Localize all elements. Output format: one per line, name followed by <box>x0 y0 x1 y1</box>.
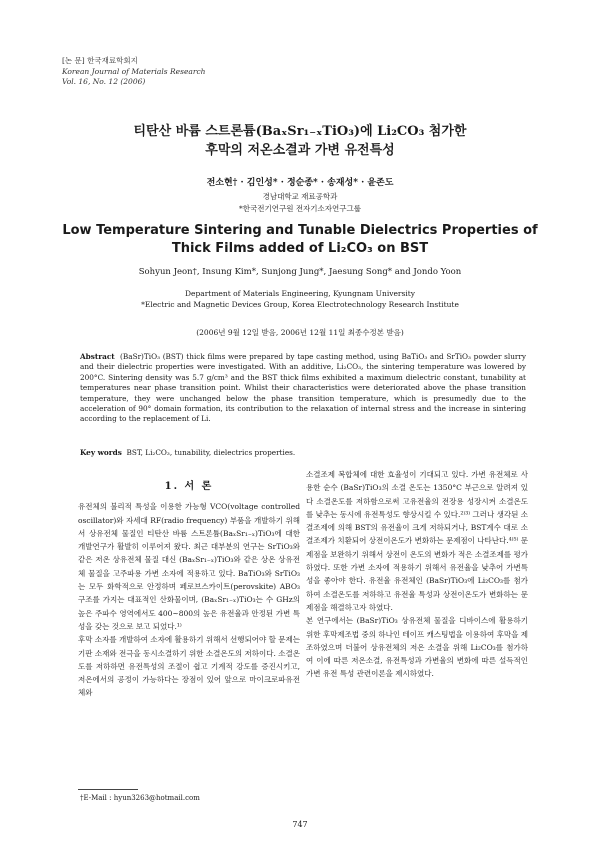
keywords-text: BST, Li₂CO₃, tunability, dielectrics properties. <box>126 448 296 457</box>
abstract-label: Abstract <box>80 352 115 361</box>
title-korean-line-2: 후막의 저온소결과 가변 유전특성 <box>205 143 395 158</box>
footnote-email: †E-Mail : hyun3263@hotmail.com <box>80 794 200 802</box>
affiliation-english-line-2: *Electric and Magnetic Devices Group, Korea Electrotechnology Research Institute <box>141 300 459 309</box>
affiliation-korean-line-1: 경남대학교 재료공학과 <box>262 192 338 201</box>
paragraph: 본 연구에서는 (BaSr)TiO₃ 상유전체 물질을 디바이스에 활용하기 위한 후막제조법 중의 하나인 테이프 캐스팅법을 이용하여 후막을 제조하였으며 더불어 상유전체의 저온 소결을 위해 Li₂CO₃를 첨가하여 이에 따른 저온소결, 유전특성과 가변율의 변화에 따른 설득적인 가변 유전 특성 관련이론을 제시하였다. <box>306 616 528 679</box>
title-korean-line-1: 티탄산 바륨 스트론튬(BaₓSr₁₋ₓTiO₃)에 Li₂CO₃ 첨가한 <box>133 124 467 139</box>
left-column <box>78 480 300 700</box>
paragraph: 유전체의 불리적 특성을 이용한 가능형 VCO(voltage controlled oscillator)와 자세대 RF(radio frequency) 부품을 개발하기 위해서 상유전체 물질인 티탄산 바륨 스트론튬(BaₓSr₁₋ₓ)TiO₃에 대한 개발연구가 활발히 이루어져 왔다. 최근 대부분의 연구는 SrTiO₃와 같은 저온 상유전체 물질 대신 (BaₓSr₁₋ₓ)TiO₃와 같은 상온 상유전체 물질을 고주파용 가변 소자에 적용하고 있다. BaTiO₃와 SrTiO₃는 모두 화학적으로 안정하며 페로브스카이트(perovskite) ABO₃ 구조를 가지는 대표적인 산화물이며, (BaₓSr₁₋ₓ)TiO₃는 수 GHz의 높은 주파수 영역에서도 400~800의 높은 유전율과 안정된 가변 특성을 갖는 것으로 보고 되었다.¹⁾ <box>78 502 300 631</box>
section-heading: 1. 서 론 <box>164 481 214 492</box>
title-english <box>0 222 600 258</box>
footnote-divider <box>78 789 138 790</box>
journal-line-2: Korean Journal of Materials Research <box>62 66 206 76</box>
abstract <box>80 352 526 425</box>
authors-korean: 전소현† · 김인성* · 정순종* · 송재성* · 윤존도 <box>206 178 394 188</box>
affiliation-english-line-1: Department of Materials Engineering, Kyungnam University <box>185 289 415 298</box>
affiliation-english <box>0 288 600 310</box>
right-column <box>306 468 528 681</box>
title-english-line-1: Low Temperature Sintering and Tunable Dielectrics Properties of <box>62 223 538 238</box>
keywords <box>80 448 526 457</box>
journal-header <box>62 56 205 88</box>
affiliation-korean-line-2: *한국전기연구원 전자기소자연구그룹 <box>238 204 362 213</box>
journal-line-1: [논 문] 한국재료학회지 <box>62 56 138 65</box>
title-korean <box>0 122 600 160</box>
abstract-text: (BaSr)TiO₃ (BST) thick films were prepared by tape casting method, using BaTiO₃ and SrTiO₃ powder slurry and their dielectric properties were investigated. With an additive, Li₂CO₃, the sintering temperature was lowered by 200°C. Sintering density was 5.7 g/cm³ and the BST thick films exhibited a maximum dielectric constant, tunability at temperatures near phase transition point. Whilst their characteristics were deteriorated above the phase transition temperature, they were unchanged below the phase transition temperature, which is presumedly due to the acceleration of 90° domain formation, its contribution to the relaxation of internal stress and the increase in sintering according to the replacement of Li. <box>80 352 527 424</box>
page-number: 747 <box>292 820 308 829</box>
keywords-label: Key words <box>80 448 122 457</box>
paragraph: 후막 소자를 개발하여 소자에 활용하기 위해서 선행되어야 할 문제는 기판 소재와 전극을 동시소결하기 위한 소결온도의 저하이다. 소결온도를 저하하면 유전특성의 조절이 쉽고 기계적 강도를 증진시키고, 저온에서의 공정이 가능하다는 장점이 있어 앞으로 마이크로파유전체와 <box>78 635 300 698</box>
paragraph: 소결조제 복합체에 대한 효율성이 기대되고 있다. 가변 유전체로 사용한 순수 (BaSr)TiO₃의 소결 온도는 1350°C 부근으로 알려져 있다 소결온도를 저하함으로써 고유전율의 전장용 성장시켜 소결온도를 낮추는 동시에 유전특성도 향상시킬 수 있다.²⁾³⁾ 그러나 생각된 소결조제에 의해 BST의 유전율이 크게 저하되거나, BST계수 대로 소결조제가 치환되어 상전이온도가 변화하는 문제점이 나타난다.⁴⁾⁵⁾ 문제점을 보완하기 위해서 상전이 온도의 변화가 적은 소결조제를 평가하였다. 또한 가변 소자에 적용하기 위해서 유전율을 낮추어 가변특성을 좋아야 한다. 유전율 유전체인 (BaSr)TiO₃에 Li₂CO₃를 첨가하여 소결온도를 저하하고 유전율 특성과 상전이온도가 변화하는 문제점을 해결하고자 하였다. <box>306 470 528 612</box>
title-english-line-2: Thick Films added of Li₂CO₃ on BST <box>171 241 429 256</box>
received-date: (2006년 9월 12일 받음, 2006년 12월 11일 최종수정본 받음) <box>196 328 404 337</box>
authors-english: Sohyun Jeon†, Insung Kim*, Sunjong Jung*, Jaesung Song* and Jondo Yoon <box>138 267 462 277</box>
affiliation-korean <box>0 191 600 215</box>
journal-line-3: Vol. 16, No. 12 (2006) <box>62 77 146 86</box>
